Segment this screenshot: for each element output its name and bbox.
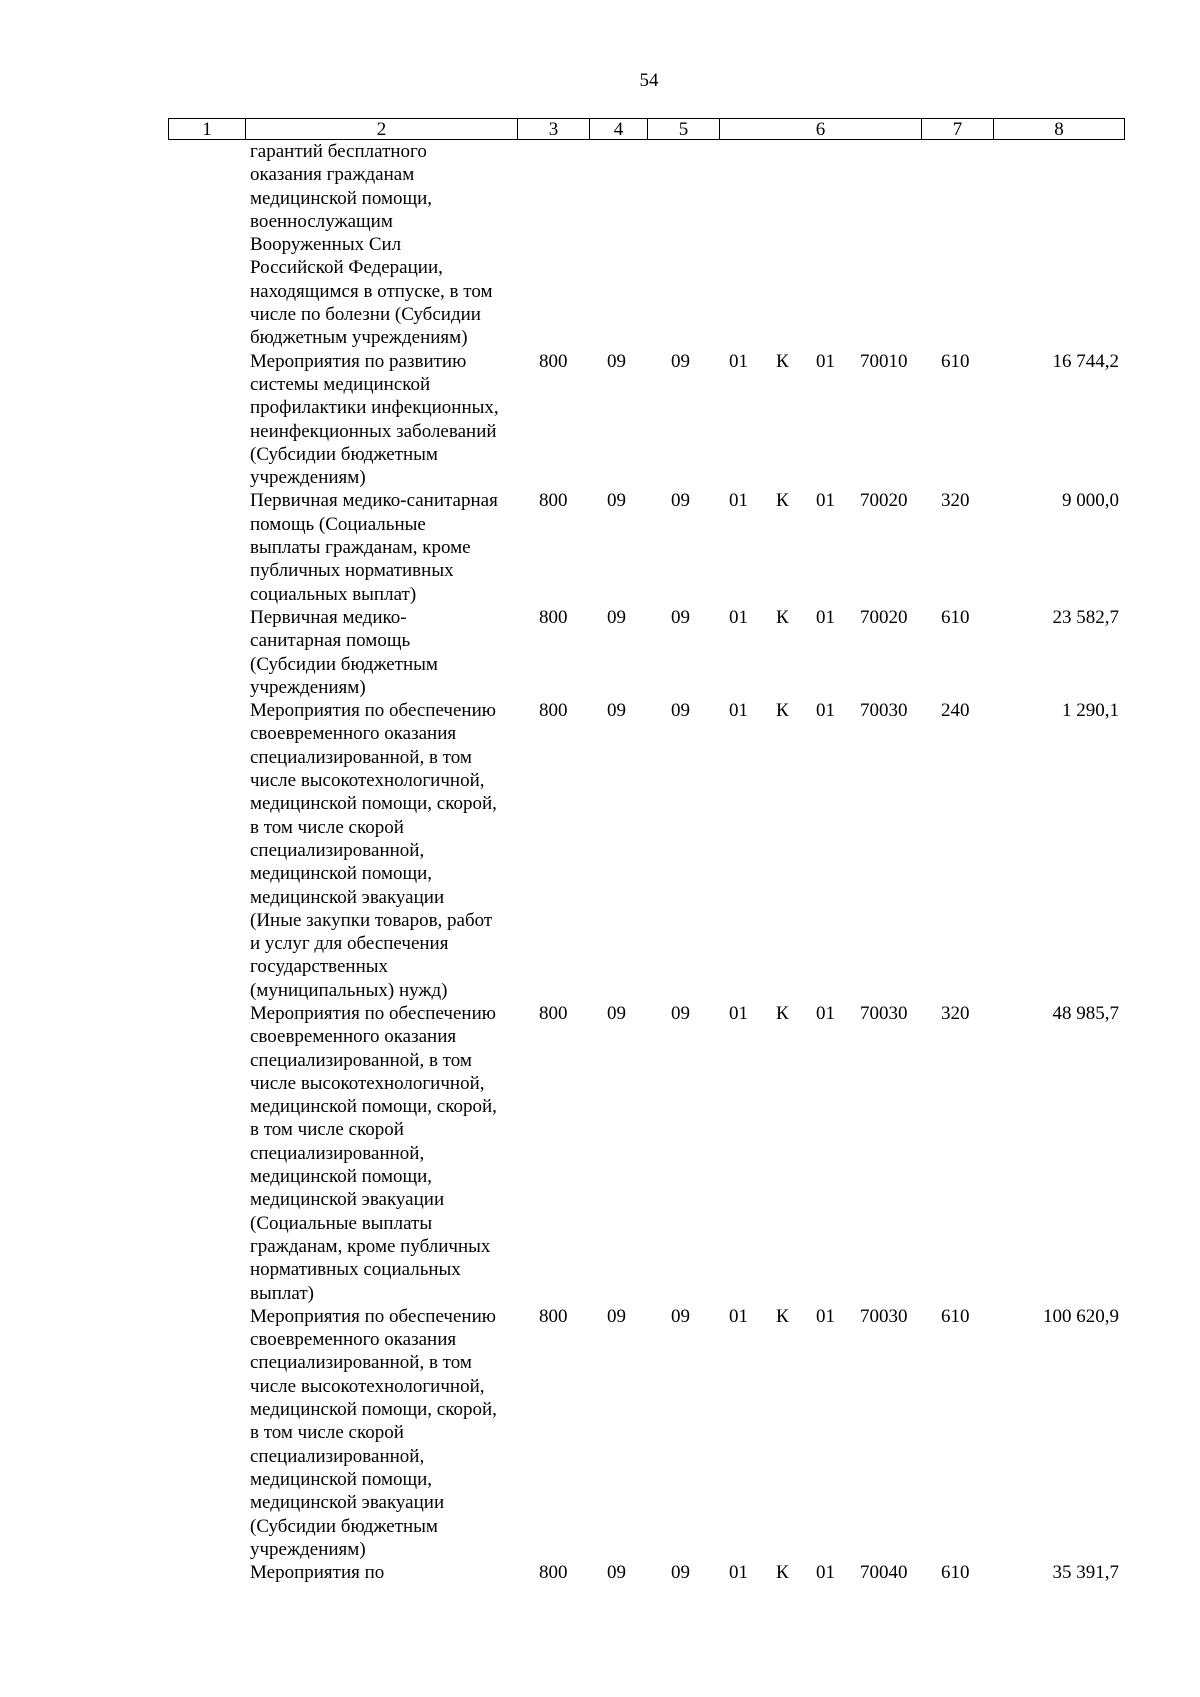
cell-c6b: К	[776, 350, 789, 372]
table-row	[168, 699, 1125, 1002]
cell-c7: 240	[941, 700, 970, 722]
header-col-4: 4	[589, 119, 647, 139]
cell-c6c: 01	[816, 700, 835, 722]
header-col-6: 6	[719, 119, 921, 139]
cell-c6a: 01	[729, 490, 748, 512]
cell-c6d: 70020	[860, 606, 908, 628]
row-description: Мероприятия по обеспечению своевременного оказания специализированной, в том числе высокотехнологичной, медицинской помощи, скорой, в том числе скорой специализированной, медицинской помощи, медицинской эвакуации (Субсидии бюджетным учреждениям)	[250, 1305, 497, 1560]
cell-c6b: К	[776, 700, 789, 722]
cell-c6d: 70030	[860, 700, 908, 722]
table-row	[168, 489, 1125, 605]
row-description: гарантий бесплатного оказания гражданам медицинской помощи, военнослужащим Вооруженных Сил Российской Федерации, находящимся в отпуске, в том числе по болезни (Субсидии бюджетным учреждениям)	[250, 141, 493, 349]
cell-c6c: 01	[816, 606, 835, 628]
cell-c4: 09	[607, 700, 626, 722]
cell-c7: 320	[941, 490, 970, 512]
row-description: Мероприятия по развитию системы медицинской профилактики инфекционных, неинфекционных заболеваний (Субсидии бюджетным учреждениям)	[250, 350, 499, 489]
cell-c6c: 01	[816, 1002, 835, 1024]
table-header-row	[168, 118, 1125, 140]
cell-c6c: 01	[816, 350, 835, 372]
cell-c5: 09	[671, 1002, 690, 1024]
cell-c7: 320	[941, 1002, 970, 1024]
cell-c6c: 01	[816, 1305, 835, 1327]
table-row	[168, 140, 1125, 350]
header-col-8: 8	[993, 119, 1124, 139]
cell-c5: 09	[671, 490, 690, 512]
cell-c6d: 70030	[860, 1002, 908, 1024]
table-row	[168, 1002, 1125, 1305]
cell-c5: 09	[671, 1562, 690, 1584]
cell-c6a: 01	[729, 1305, 748, 1327]
cell-c4: 09	[607, 1562, 626, 1584]
table-body	[168, 140, 1125, 1584]
cell-c6b: К	[776, 1562, 789, 1584]
cell-c4: 09	[607, 606, 626, 628]
cell-c5: 09	[671, 700, 690, 722]
cell-c7: 610	[941, 1562, 970, 1584]
cell-c6a: 01	[729, 1002, 748, 1024]
cell-c6b: К	[776, 1305, 789, 1327]
cell-c8: 23 582,7	[1052, 606, 1119, 628]
header-col-5: 5	[647, 119, 719, 139]
cell-c3: 800	[539, 350, 568, 372]
cell-c3: 800	[539, 1002, 568, 1024]
cell-c6c: 01	[816, 490, 835, 512]
cell-c8: 35 391,7	[1052, 1562, 1119, 1584]
cell-c4: 09	[607, 350, 626, 372]
row-description: Мероприятия по обеспечению своевременного оказания специализированной, в том числе высокотехнологичной, медицинской помощи, скорой, в том числе скорой специализированной, медицинской помощи, медицинской эвакуации (Иные закупки товаров, работ и услуг для обеспечения государственных (муниципальных) нужд)	[250, 700, 497, 1001]
cell-c6a: 01	[729, 1562, 748, 1584]
cell-c8: 1 290,1	[1062, 700, 1119, 722]
cell-c3: 800	[539, 490, 568, 512]
cell-c3: 800	[539, 606, 568, 628]
cell-c6b: К	[776, 606, 789, 628]
cell-c6b: К	[776, 490, 789, 512]
table-row	[168, 350, 1125, 490]
row-description: Первичная медико- санитарная помощь (Субсидии бюджетным учреждениям)	[250, 606, 438, 698]
cell-c6b: К	[776, 1002, 789, 1024]
cell-c5: 09	[671, 350, 690, 372]
cell-c7: 610	[941, 350, 970, 372]
cell-c6d: 70030	[860, 1305, 908, 1327]
cell-c8: 9 000,0	[1062, 490, 1119, 512]
cell-c3: 800	[539, 700, 568, 722]
table-row	[168, 606, 1125, 699]
cell-c6d: 70020	[860, 490, 908, 512]
header-col-2: 2	[245, 119, 517, 139]
table-row	[168, 1561, 1125, 1584]
row-description: Мероприятия по обеспечению своевременного оказания специализированной, в том числе высокотехнологичной, медицинской помощи, скорой, в том числе скорой специализированной, медицинской помощи, медицинской эвакуации (Социальные выплаты гражданам, кроме публичных нормативных социальных выплат)	[250, 1002, 497, 1304]
cell-c6a: 01	[729, 700, 748, 722]
cell-c4: 09	[607, 1002, 626, 1024]
cell-c3: 800	[539, 1305, 568, 1327]
header-col-1: 1	[202, 119, 212, 140]
cell-c6d: 70040	[860, 1562, 908, 1584]
cell-c6c: 01	[816, 1562, 835, 1584]
cell-c6a: 01	[729, 606, 748, 628]
cell-c6a: 01	[729, 350, 748, 372]
row-description: Мероприятия по	[250, 1562, 385, 1584]
cell-c6d: 70010	[860, 350, 908, 372]
page-number: 54	[639, 70, 659, 91]
table-row	[168, 1305, 1125, 1561]
cell-c4: 09	[607, 1305, 626, 1327]
cell-c8: 16 744,2	[1052, 350, 1119, 372]
header-col-3: 3	[517, 119, 589, 139]
row-description: Первичная медико-санитарная помощь (Социальные выплаты гражданам, кроме публичных нормативных социальных выплат)	[250, 490, 498, 605]
cell-c7: 610	[941, 1305, 970, 1327]
cell-c8: 48 985,7	[1052, 1002, 1119, 1024]
header-col-7: 7	[921, 119, 993, 139]
cell-c7: 610	[941, 606, 970, 628]
cell-c8: 100 620,9	[1043, 1305, 1119, 1327]
cell-c5: 09	[671, 1305, 690, 1327]
cell-c4: 09	[607, 490, 626, 512]
cell-c3: 800	[539, 1562, 568, 1584]
cell-c5: 09	[671, 606, 690, 628]
